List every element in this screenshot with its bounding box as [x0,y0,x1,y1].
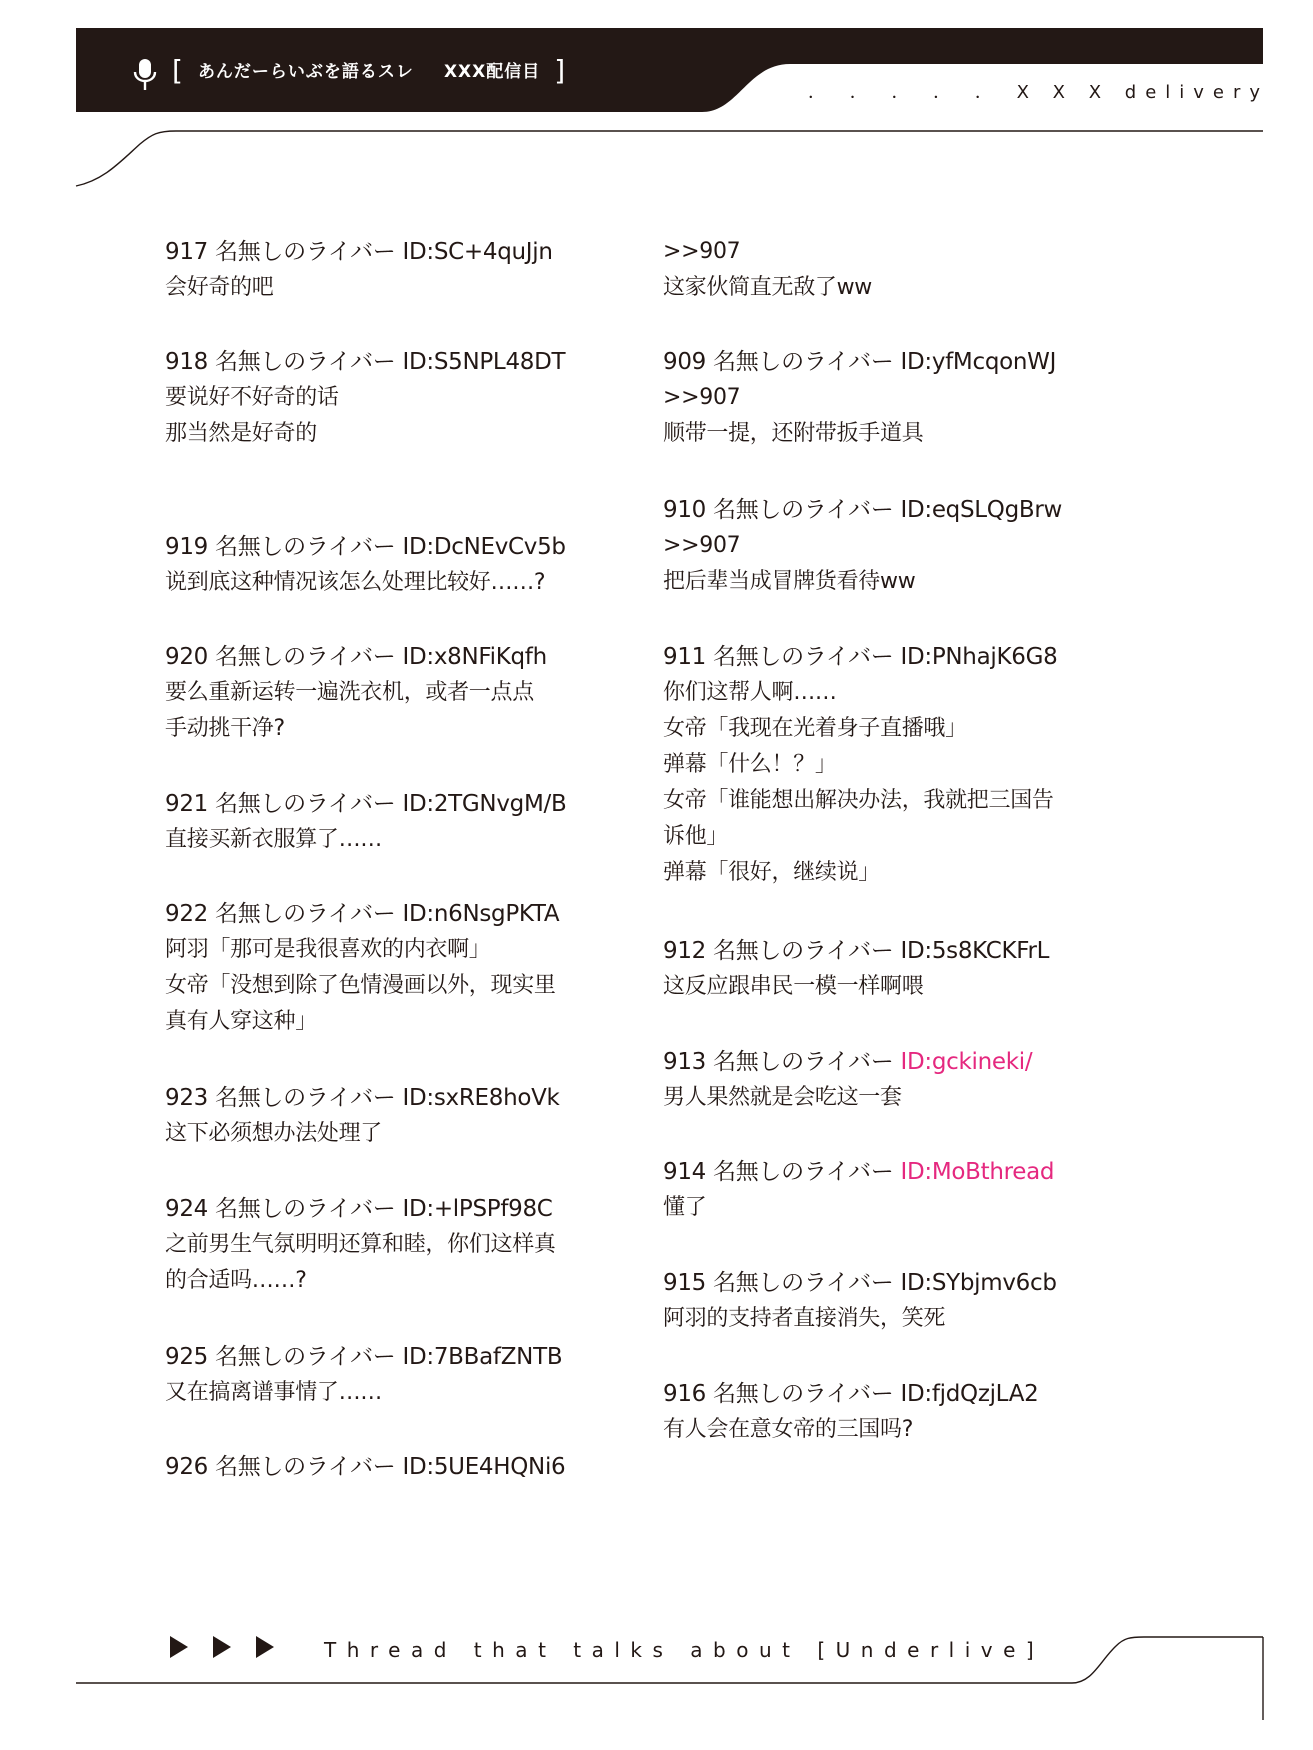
post-author: 名無しのライバー [215,534,396,560]
post-number: 917 [165,239,208,265]
post-header [165,639,605,675]
microphone-icon [132,58,158,92]
post-line: 把后辈当成冒牌货看待ww [663,569,916,594]
post-author: 名無しのライバー [215,1344,396,1370]
post-author: 名無しのライバー [215,644,396,670]
footer-tagline: Thread that talks about [Underlive] [324,1638,1045,1662]
post [663,492,1103,600]
post-header [165,1449,605,1485]
post-id: ID:n6NsgPKTA [402,901,560,927]
post-line: 阿羽的支持者直接消失，笑死 [663,1306,946,1331]
post-line: 的合适吗……? [165,1268,307,1293]
post-line: 这反应跟串民一模一样啊喂 [663,974,924,999]
post-id: ID:5s8KCKFrL [900,938,1050,964]
post-header [165,1191,605,1227]
post-id: ID:fjdQzjLA2 [900,1381,1039,1407]
post-line: 要说好不好奇的话 [165,385,339,410]
post [663,1265,1103,1337]
post-header [663,344,1103,380]
post-author: 名無しのライバー [713,938,894,964]
post [663,234,1103,306]
post-number: 912 [663,938,706,964]
header-thread-title: あんだーらいぶを語るスレ [197,62,414,82]
post-id: ID:DcNEvCv5b [402,534,566,560]
post-id: ID:gckineki/ [900,1049,1033,1075]
post-id: ID:7BBafZNTB [402,1344,563,1370]
post-number: 918 [165,349,208,375]
post-header [165,344,605,380]
post-id: ID:PNhajK6G8 [900,644,1058,670]
post [165,529,605,601]
post [663,344,1103,452]
post-number: 919 [165,534,208,560]
post-author: 名無しのライバー [215,239,396,265]
header-subtitle: ． ． ． ． ． X X X delivery [808,82,1270,103]
post-line: 弹幕「很好，继续说」 [663,860,881,885]
post-line: 女帝「没想到除了色情漫画以外，现实里 [165,973,556,998]
post-number: 909 [663,349,706,375]
post-id: ID:yfMcqonWJ [900,349,1057,375]
post-header [663,1265,1103,1301]
post-line: 手动挑干净? [165,716,285,741]
post [165,639,605,747]
post-line: 女帝「谁能想出解决办法，我就把三国告 [663,788,1054,813]
post-line: 弹幕「什么！？」 [663,752,837,777]
post-line: 诉他」 [663,824,729,849]
post-id: ID:S5NPL48DT [402,349,566,375]
post [165,1080,605,1152]
post-line: 这下必须想办法处理了 [165,1121,383,1146]
post-header [165,1080,605,1116]
post-id: ID:5UE4HQNi6 [402,1454,566,1480]
post-author: 名無しのライバー [215,349,396,375]
post-line: 会好奇的吧 [165,275,274,300]
post [165,1449,605,1485]
post [663,933,1103,1005]
post [165,1339,605,1411]
post-line: 那当然是好奇的 [165,421,317,446]
post-id: ID:MoBthread [900,1159,1055,1185]
post-header [165,234,605,270]
header-underline [76,131,1263,186]
post-id: ID:SC+4quJjn [402,239,553,265]
post [165,234,605,306]
post [663,1376,1103,1448]
post [165,896,605,1040]
post-header [663,492,1103,528]
post-header [663,1044,1103,1080]
post-author: 名無しのライバー [713,1381,894,1407]
post-line: 顺带一提，还附带扳手道具 [663,421,924,446]
post-line: 男人果然就是会吃这一套 [663,1085,902,1110]
post-line: 懂了 [663,1195,707,1220]
post-author: 名無しのライバー [215,1454,396,1480]
post-number: 925 [165,1344,208,1370]
post-author: 名無しのライバー [215,1196,396,1222]
post-id: ID:eqSLQgBrw [900,497,1063,523]
post-author: 名無しのライバー [713,644,894,670]
post-author: 名無しのライバー [215,791,396,817]
post [165,344,605,452]
post-author: 名無しのライバー [713,497,894,523]
post-id: ID:sxRE8hoVk [402,1085,560,1111]
post-line: 又在搞离谱事情了…… [165,1380,383,1405]
header-open-bracket: [ [172,54,184,87]
play-arrow-icon [170,1636,188,1658]
post [663,639,1103,891]
post-number: 926 [165,1454,208,1480]
post-author: 名無しのライバー [713,349,894,375]
post-header [165,786,605,822]
header-delivery-label: XXX配信目 [443,62,541,82]
post-author: 名無しのライバー [713,1270,894,1296]
post-author: 名無しのライバー [713,1049,894,1075]
post-line: 说到底这种情况该怎么处理比较好……? [165,570,546,595]
post [663,1154,1103,1226]
post [165,786,605,858]
post-id: ID:SYbjmv6cb [900,1270,1057,1296]
play-arrow-icon [213,1636,231,1658]
post-number: 916 [663,1381,706,1407]
post-header [663,639,1103,675]
post-line: 阿羽「那可是我很喜欢的内衣啊」 [165,937,491,962]
post-number: 915 [663,1270,706,1296]
post-id: ID:+lPSPf98C [402,1196,553,1222]
post-number: 913 [663,1049,706,1075]
post-line: 有人会在意女帝的三国吗? [663,1417,914,1442]
post-number: 914 [663,1159,706,1185]
post-number: 922 [165,901,208,927]
header-close-bracket: ] [554,54,567,87]
post [663,1044,1103,1116]
post-header [165,1339,605,1375]
post-header [165,896,605,932]
post-header [663,933,1103,969]
post [165,1191,605,1299]
post-line: 你们这帮人啊…… [663,680,837,705]
post-id: ID:x8NFiKqfh [402,644,547,670]
post-line: >>907 [663,239,741,264]
post-number: 924 [165,1196,208,1222]
header-title [172,54,566,87]
post-number: 921 [165,791,208,817]
post-line: >>907 [663,533,741,558]
post-id: ID:2TGNvgM/B [402,791,567,817]
post-header [165,529,605,565]
post-line: 真有人穿这种」 [165,1009,317,1034]
post-line: 这家伙简直无敌了ww [663,275,872,300]
post-header [663,1376,1103,1412]
post-line: 直接买新衣服算了…… [165,827,383,852]
post-number: 911 [663,644,706,670]
post-line: 要么重新运转一遍洗衣机，或者一点点 [165,680,534,705]
post-line: 女帝「我现在光着身子直播哦」 [663,716,967,741]
footer-arrows [168,1634,278,1660]
post-number: 920 [165,644,208,670]
post-author: 名無しのライバー [713,1159,894,1185]
post-line: 之前男生气氛明明还算和睦，你们这样真 [165,1232,556,1257]
post-author: 名無しのライバー [215,901,396,927]
post-header [663,1154,1103,1190]
post-number: 910 [663,497,706,523]
post-author: 名無しのライバー [215,1085,396,1111]
play-arrow-icon [256,1636,274,1658]
post-number: 923 [165,1085,208,1111]
post-line: >>907 [663,385,741,410]
